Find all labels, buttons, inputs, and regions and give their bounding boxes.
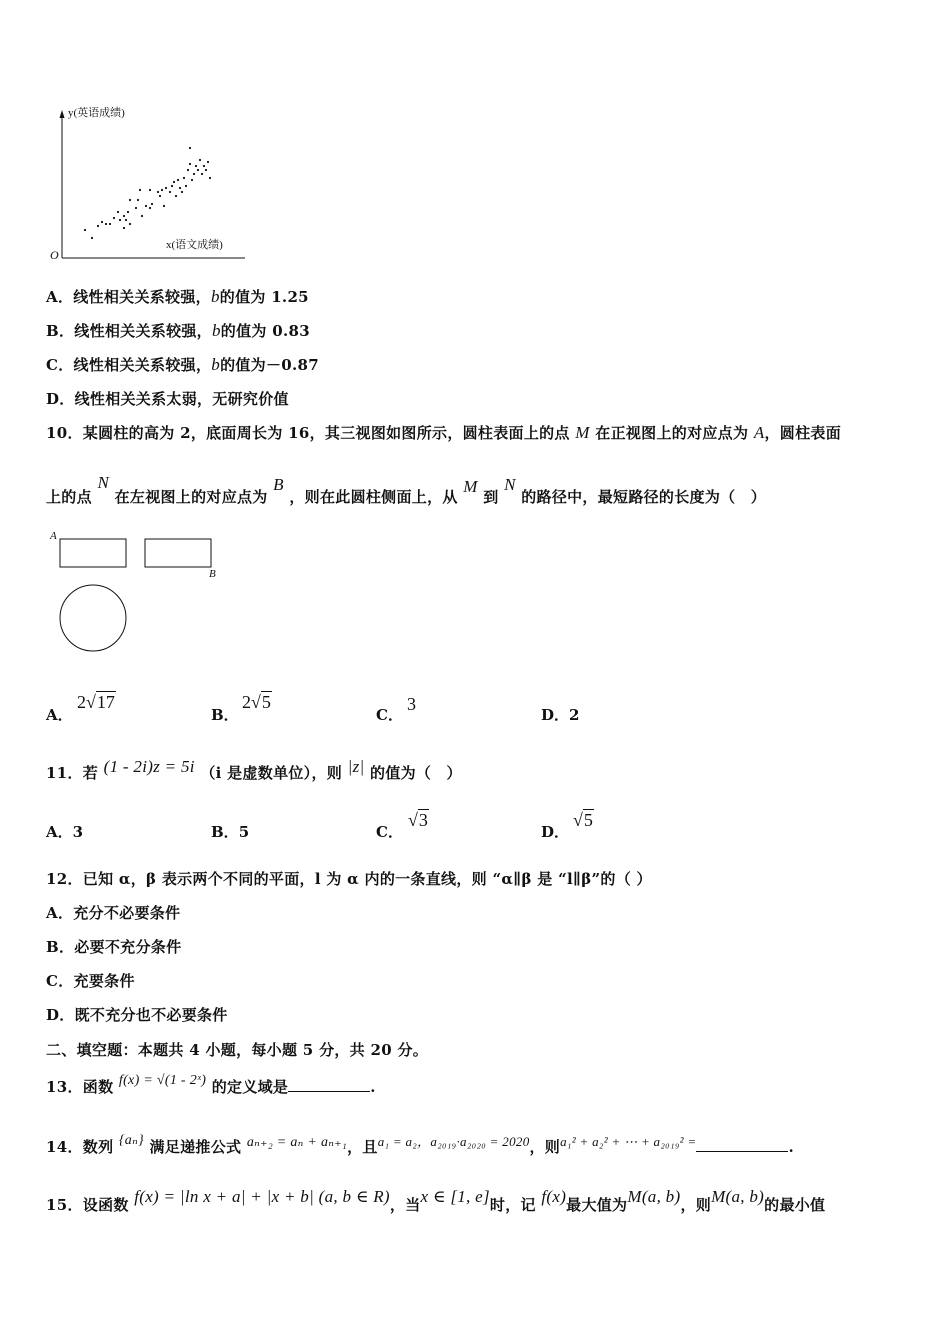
side-view-rect: [145, 539, 211, 567]
q11-option-d-value: √5: [573, 810, 593, 830]
scatter-point: [141, 215, 143, 217]
scatter-point: [129, 199, 131, 201]
front-view-rect: [60, 539, 126, 567]
scatter-point: [173, 181, 175, 183]
x-axis-label: x(语文成绩): [166, 239, 223, 251]
fig-label-b: B: [209, 568, 216, 580]
scatter-point: [209, 177, 211, 179]
scatter-point: [195, 165, 197, 167]
scatter-point: [189, 147, 191, 149]
scatter-point: [185, 185, 187, 187]
q12-option-a: A．充分不必要条件: [46, 904, 181, 922]
q10-option-d: D．2: [541, 706, 580, 724]
scatter-point: [175, 195, 177, 197]
q10-stem-line2: 上的点 N 在左视图上的对应点为 B ，则在此圆柱侧面上，从 M 到 N 的路径中，最短路径的长度为（ ）: [46, 473, 767, 506]
scatter-point: [109, 223, 111, 225]
q13-stem: 13．函数 f(x) = √(1 - 2ˣ) 的定义域是 .: [46, 1073, 376, 1096]
scatter-point: [159, 195, 161, 197]
q14-answer-blank[interactable]: [696, 1137, 788, 1152]
scatter-point: [187, 169, 189, 171]
q10-option-b: B．: [211, 706, 239, 724]
scatter-point: [165, 187, 167, 189]
q12-option-d: D．既不充分也不必要条件: [46, 1006, 228, 1024]
q10-option-c-value: 3: [407, 694, 416, 714]
scatter-point: [199, 159, 201, 161]
y-axis-label: y(英语成绩): [68, 107, 125, 119]
scatter-point: [125, 219, 127, 221]
q12-stem: 12．已知 α，β 表示两个不同的平面，l 为 α 内的一条直线，则 “α∥β 是 “l∥β”的（ ）: [46, 870, 652, 888]
q9-option-a: A．线性相关关系较强，b的值为 1.25: [46, 287, 309, 306]
scatter-point: [127, 211, 129, 213]
scatter-point: [119, 219, 121, 221]
scatter-point: [177, 179, 179, 181]
scatter-point: [135, 207, 137, 209]
q11-stem: 11．若 (1 - 2i)z = 5i （i 是虚数单位），则 |z| 的值为（ ）: [46, 757, 462, 782]
scatter-point: [181, 191, 183, 193]
three-view-figure: [45, 528, 235, 658]
scatter-point: [113, 217, 115, 219]
scatter-point: [169, 191, 171, 193]
scatter-point: [101, 221, 103, 223]
scatter-point: [129, 223, 131, 225]
q10-option-a: A．: [46, 706, 73, 724]
scatter-point: [145, 205, 147, 207]
scatter-point: [191, 179, 193, 181]
q15-stem: 15．设函数 f(x) = |ln x + a| + |x + b| (a, b ∈ R)，当x ∈ [1, e]时，记 f(x)最大值为M(a, b)，则M(a, b)的最小值: [46, 1187, 826, 1214]
scatter-point: [189, 163, 191, 165]
q11-option-c-value: √3: [408, 810, 428, 830]
q9-option-c: C．线性相关关系较强，b的值为－0.87: [46, 355, 319, 374]
scatter-point: [123, 227, 125, 229]
q11-option-c: C．: [376, 823, 403, 841]
fig-label-a: A: [50, 530, 57, 542]
scatter-point: [183, 177, 185, 179]
q10-option-c: C．: [376, 706, 403, 724]
y-axis-arrow: [60, 110, 65, 118]
scatter-point: [137, 199, 139, 201]
scatter-point: [97, 225, 99, 227]
q14-stem: 14．数列 {aₙ} 满足递推公式 aₙ₊₂ = aₙ + aₙ₊₁，且a₁ = a₂，a₂₀₁₉·a₂₀₂₀ = 2020，则a₁² + a₂² + ⋯ + a₂₀₁₉² = .: [46, 1133, 794, 1156]
scatter-point: [105, 223, 107, 225]
scatter-point: [163, 205, 165, 207]
q11-option-a: A．3: [46, 823, 84, 841]
scatter-points: [84, 147, 211, 239]
scatter-point: [139, 189, 141, 191]
q9-option-b: B．线性相关关系较强，b的值为 0.83: [46, 321, 310, 340]
origin-label: O: [50, 248, 59, 262]
q10-option-a-value: 2√17: [77, 692, 115, 712]
scatter-point: [84, 229, 86, 231]
scatter-point: [179, 187, 181, 189]
scatter-point: [149, 207, 151, 209]
q13-answer-blank[interactable]: [288, 1077, 370, 1092]
q11-option-d: D．: [541, 823, 570, 841]
scatter-point: [207, 161, 209, 163]
scatter-point: [91, 237, 93, 239]
scatter-point: [197, 169, 199, 171]
q9-option-d: D．线性相关关系太弱，无研究价值: [46, 390, 289, 408]
section-heading: 二、填空题：本题共 4 小题，每小题 5 分，共 20 分。: [46, 1041, 429, 1059]
scatter-plot: [40, 100, 270, 270]
q12-option-b: B．必要不充分条件: [46, 938, 182, 956]
q10-stem-line1: 10．某圆柱的高为 2，底面周长为 16，其三视图如图所示，圆柱表面上的点 M 在正视图上的对应点为 A，圆柱表面: [46, 423, 842, 442]
scatter-point: [201, 173, 203, 175]
q12-option-c: C．充要条件: [46, 972, 135, 990]
scatter-point: [117, 211, 119, 213]
scatter-point: [161, 189, 163, 191]
scatter-point: [171, 185, 173, 187]
scatter-point: [149, 189, 151, 191]
q11-option-b: B．5: [211, 823, 250, 841]
scatter-point: [157, 191, 159, 193]
scatter-point: [203, 165, 205, 167]
top-view-circle: [60, 585, 126, 651]
scatter-point: [205, 169, 207, 171]
q10-option-b-value: 2√5: [242, 692, 271, 712]
scatter-point: [151, 203, 153, 205]
scatter-point: [123, 215, 125, 217]
scatter-point: [193, 173, 195, 175]
